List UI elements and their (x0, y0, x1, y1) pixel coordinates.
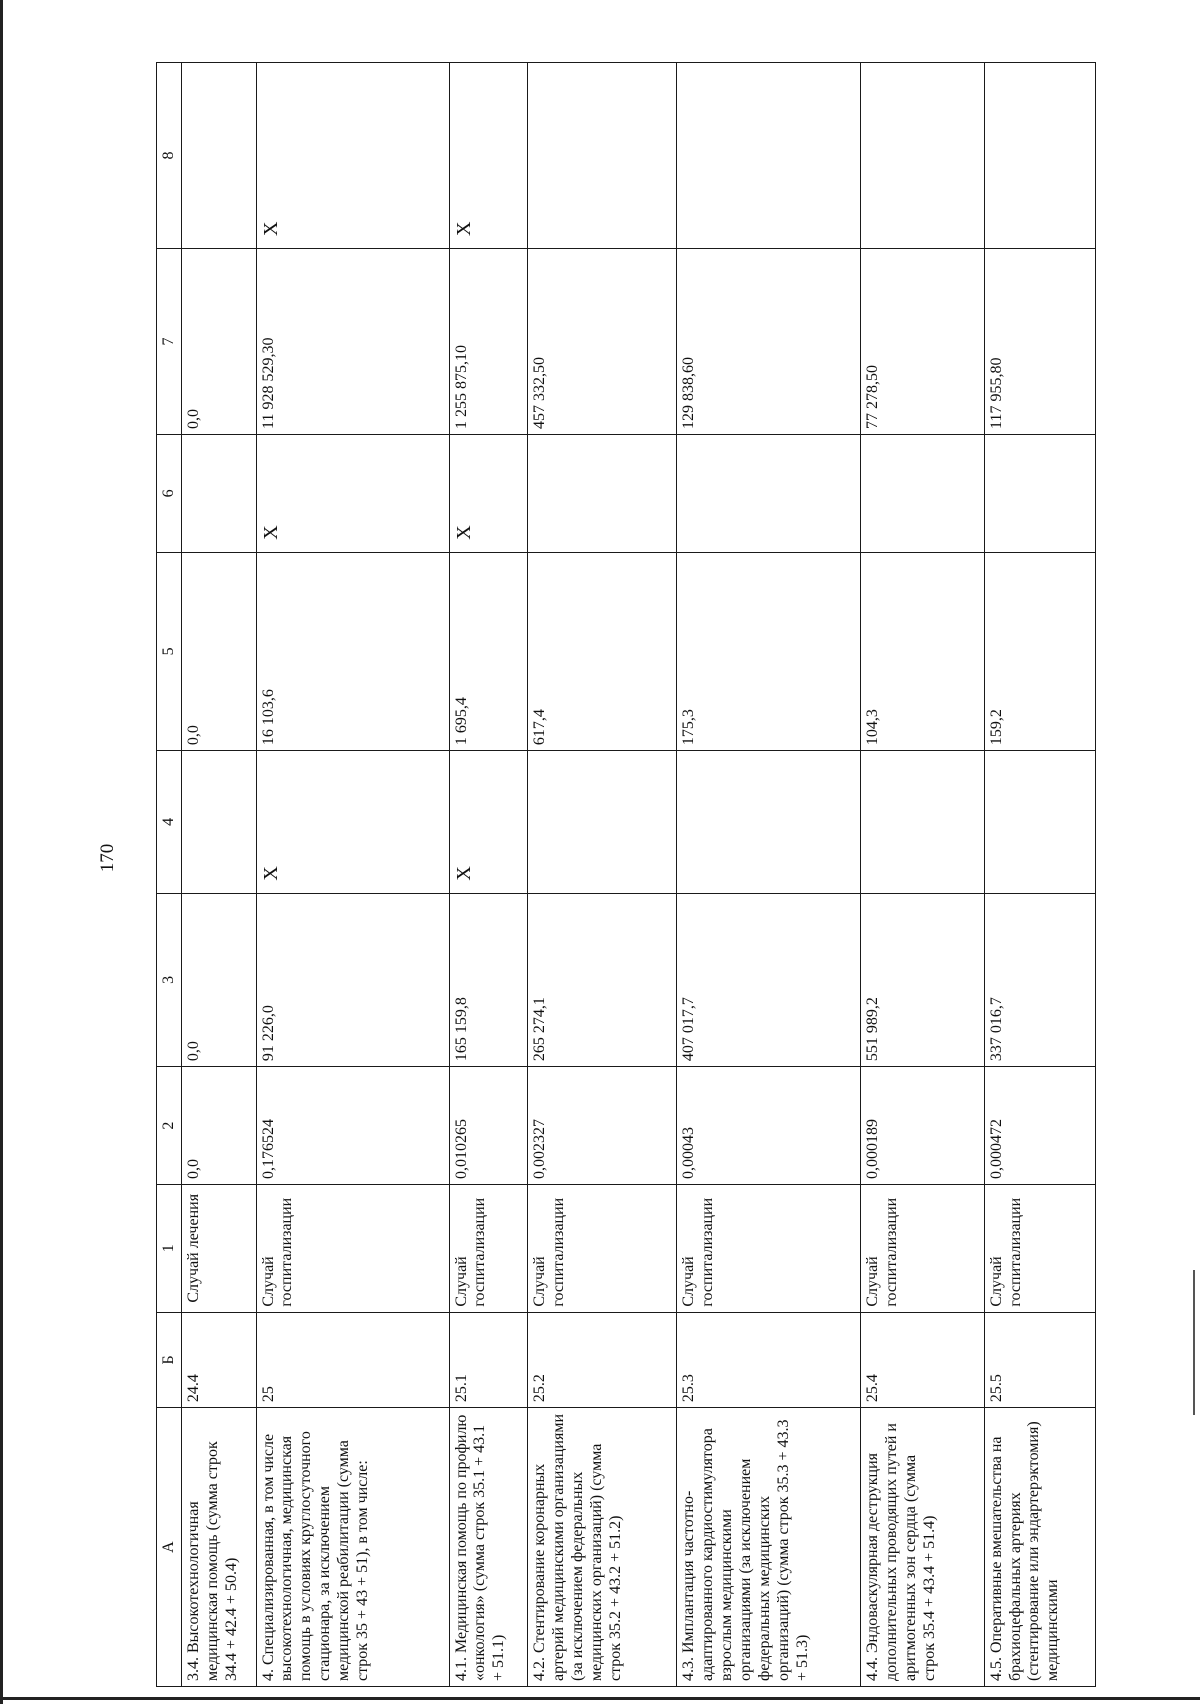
cell-col2: 0,000472 (984, 1067, 1095, 1185)
cell-col3: 0,0 (182, 893, 257, 1067)
cell-col8 (182, 63, 257, 249)
row-label: 4.3. Имплантация частотно-адаптированного кардиостимулятора взрослым медицинскими организациями (за исключением федеральных медицинских организаций) (сумма строк 35.3 + 43.3 + 51.3) (677, 1408, 861, 1687)
rotated-table-container (156, 62, 1096, 1687)
cell-col6 (528, 434, 677, 552)
unit-cell: Случай госпитализации (256, 1184, 449, 1312)
cell-col4: Х (256, 751, 449, 894)
col-header-2: 2 (157, 1067, 182, 1185)
row-code: 25.2 (528, 1312, 677, 1407)
cell-col5: 0,0 (182, 552, 257, 750)
table-row (984, 63, 1095, 1687)
cell-col4 (860, 751, 984, 894)
cell-col2: 0,000189 (860, 1067, 984, 1185)
col-header-3: 3 (157, 893, 182, 1067)
unit-cell: Случай госпитализации (860, 1184, 984, 1312)
unit-cell: Случай госпитализации (449, 1184, 528, 1312)
cell-col4 (182, 751, 257, 894)
col-header-7: 7 (157, 249, 182, 435)
cell-col6 (984, 434, 1095, 552)
cell-col2: 0,176524 (256, 1067, 449, 1185)
col-header-5: 5 (157, 552, 182, 750)
cell-col6 (182, 434, 257, 552)
row-code: 25.1 (449, 1312, 528, 1407)
cell-col4 (984, 751, 1095, 894)
table-row (256, 63, 449, 1687)
cell-col3: 551 989,2 (860, 893, 984, 1067)
cell-col3: 91 226,0 (256, 893, 449, 1067)
scan-edge-mark (1193, 1270, 1195, 1415)
cell-col2: 0,00043 (677, 1067, 861, 1185)
cell-col8: Х (256, 63, 449, 249)
scan-edge-left (0, 0, 3, 1704)
cell-col7: 117 955,80 (984, 249, 1095, 435)
cell-col3: 165 159,8 (449, 893, 528, 1067)
unit-cell: Случай госпитализации (984, 1184, 1095, 1312)
cell-col5: 175,3 (677, 552, 861, 750)
cell-col3: 407 017,7 (677, 893, 861, 1067)
cell-col7: 1 255 875,10 (449, 249, 528, 435)
cell-col6 (860, 434, 984, 552)
unit-cell: Случай лечения (182, 1184, 257, 1312)
cell-col7: 129 838,60 (677, 249, 861, 435)
cell-col8 (984, 63, 1095, 249)
table-header-row (157, 63, 182, 1687)
row-code: 25 (256, 1312, 449, 1407)
row-code: 25.3 (677, 1312, 861, 1407)
row-label: 3.4. Высокотехнологичная медицинская помощь (сумма строк 34.4 + 42.4 + 50.4) (182, 1408, 257, 1687)
row-label: 4.4. Эндоваскулярная деструкция дополнительных проводящих путей и аритмогенных зон сердца (сумма строк 35.4 + 43.4 + 51.4) (860, 1408, 984, 1687)
table-row (677, 63, 861, 1687)
cell-col4 (677, 751, 861, 894)
cell-col2: 0,002327 (528, 1067, 677, 1185)
table-row (449, 63, 528, 1687)
cell-col8: Х (449, 63, 528, 249)
table-row (182, 63, 257, 1687)
cell-col2: 0,0 (182, 1067, 257, 1185)
data-table (156, 62, 1096, 1687)
cell-col6: Х (256, 434, 449, 552)
cell-col3: 265 274,1 (528, 893, 677, 1067)
col-header-8: 8 (157, 63, 182, 249)
row-label: 4.1. Медицинская помощь по профилю «онкология» (сумма строк 35.1 + 43.1 + 51.1) (449, 1408, 528, 1687)
cell-col8 (677, 63, 861, 249)
cell-col7: 77 278,50 (860, 249, 984, 435)
page-number: 170 (97, 843, 118, 873)
row-code: 25.5 (984, 1312, 1095, 1407)
col-header-6: 6 (157, 434, 182, 552)
cell-col7: 0,0 (182, 249, 257, 435)
row-code: 24.4 (182, 1312, 257, 1407)
table-row (860, 63, 984, 1687)
col-header-a: А (157, 1408, 182, 1687)
cell-col4: Х (449, 751, 528, 894)
cell-col2: 0,010265 (449, 1067, 528, 1185)
cell-col3: 337 016,7 (984, 893, 1095, 1067)
col-header-4: 4 (157, 751, 182, 894)
cell-col5: 159,2 (984, 552, 1095, 750)
unit-cell: Случай госпитализации (528, 1184, 677, 1312)
table-row (528, 63, 677, 1687)
unit-cell: Случай госпитализации (677, 1184, 861, 1312)
cell-col8 (860, 63, 984, 249)
cell-col6 (677, 434, 861, 552)
cell-col5: 1 695,4 (449, 552, 528, 750)
cell-col8 (528, 63, 677, 249)
col-header-1: 1 (157, 1184, 182, 1312)
col-header-b: Б (157, 1312, 182, 1407)
scan-edge-bottom (0, 1697, 1200, 1700)
cell-col5: 104,3 (860, 552, 984, 750)
row-label: 4.2. Стентирование коронарных артерий медицинскими организациями (за исключением федеральных медицинских организаций) (сумма строк 35.2 + 43.2 + 51.2) (528, 1408, 677, 1687)
row-code: 25.4 (860, 1312, 984, 1407)
cell-col7: 11 928 529,30 (256, 249, 449, 435)
cell-col6: Х (449, 434, 528, 552)
cell-col7: 457 332,50 (528, 249, 677, 435)
cell-col5: 617,4 (528, 552, 677, 750)
cell-col4 (528, 751, 677, 894)
cell-col5: 16 103,6 (256, 552, 449, 750)
row-label: 4. Специализированная, в том числе высокотехнологичная, медицинская помощь в условиях круглосуточного стационара, за исключением медицинской реабилитации (сумма строк 35 + 43 + 51), в том числе: (256, 1408, 449, 1687)
row-label: 4.5. Оперативные вмешательства на брахиоцефальных артериях (стентирование или эндартерэктомия) медицинскими (984, 1408, 1095, 1687)
table-frame (156, 62, 1096, 1687)
